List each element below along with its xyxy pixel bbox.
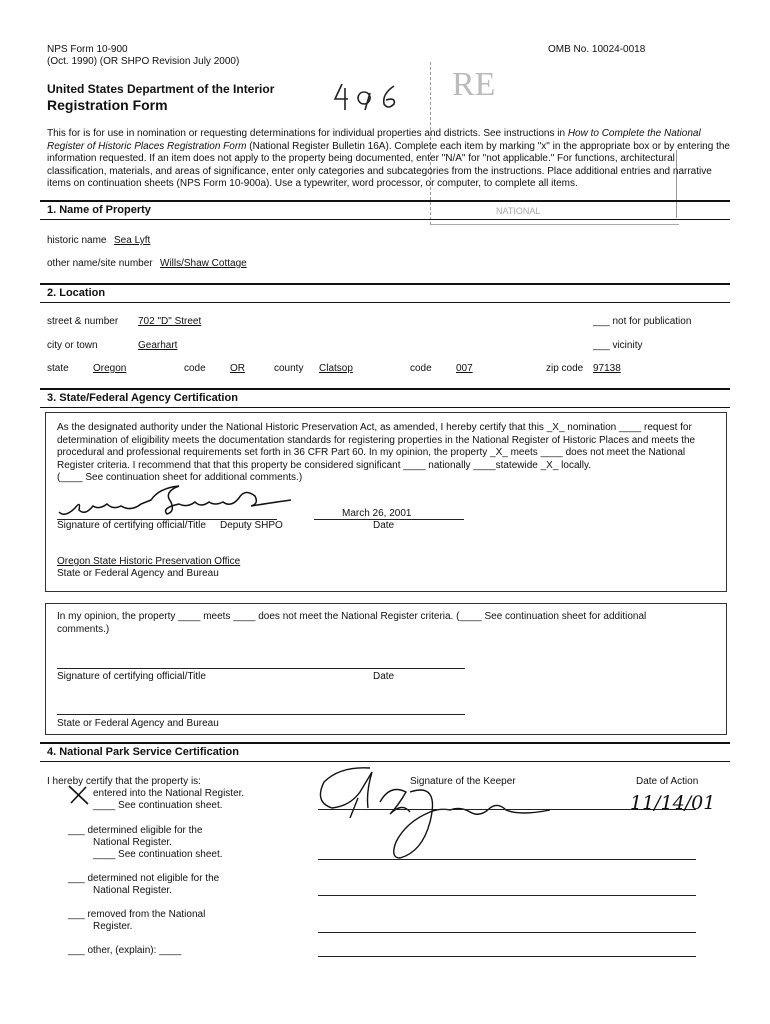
zip-label: zip code: [546, 363, 584, 374]
eligible-option-cont: National Register.: [93, 837, 172, 848]
street-value: 702 "D" Street: [138, 316, 202, 327]
section-3-rule: [40, 388, 730, 390]
historic-name-label: historic name: [47, 235, 107, 246]
agency-value: Oregon State Historic Preservation Office: [57, 556, 241, 567]
shpo-signature: [55, 482, 305, 522]
entered-option: entered into the National Register.: [93, 788, 245, 799]
signature-line-2: [57, 668, 465, 669]
vicinity: ___ vicinity: [593, 340, 643, 351]
signature-label-2: Signature of certifying official/Title: [57, 671, 206, 682]
stamp-text: RE: [452, 66, 496, 103]
section-2-title: 2. Location: [47, 287, 106, 299]
department-name: United States Department of the Interior: [47, 82, 275, 96]
section-2-rule: [40, 283, 730, 285]
date-label-1: Date: [373, 520, 395, 531]
county-label: county: [274, 363, 304, 374]
section-4-rule: [40, 742, 730, 744]
section-1-underline: [40, 219, 730, 220]
section-1-rule: [40, 200, 730, 202]
other-option: ___ other, (explain): ____: [68, 945, 182, 956]
state-label: state: [47, 363, 69, 374]
not-eligible-option-cont: National Register.: [93, 885, 172, 896]
omb-number: OMB No. 10024-0018: [548, 44, 646, 55]
keeper-signature: [310, 762, 570, 862]
other-name-value: Wills/Shaw Cottage: [160, 258, 247, 269]
certification-date: March 26, 2001: [342, 508, 412, 519]
agency-line-2: [57, 714, 465, 715]
county-value: Clatsop: [319, 363, 353, 374]
see-continuation-1: ____ See continuation sheet.: [93, 800, 223, 811]
keeper-line-2: [318, 859, 696, 860]
signature-title: Deputy SHPO: [220, 520, 283, 531]
section-1-title: 1. Name of Property: [47, 204, 151, 216]
section-3-title: 3. State/Federal Agency Certification: [47, 392, 238, 404]
section-2-underline: [40, 302, 730, 303]
state-value: Oregon: [93, 363, 127, 374]
not-for-publication: ___ not for publication: [593, 316, 692, 327]
removed-option-cont: Register.: [93, 921, 133, 932]
eligible-option: ___ determined eligible for the: [68, 825, 203, 836]
removed-option: ___ removed from the National: [68, 909, 206, 920]
city-label: city or town: [47, 340, 98, 351]
street-label: street & number: [47, 316, 119, 327]
not-eligible-option: ___ determined not eligible for the: [68, 873, 220, 884]
state-code-value: OR: [230, 363, 245, 374]
signature-label-1: Signature of certifying official/Title: [57, 520, 206, 531]
state-code-label: code: [184, 363, 206, 374]
see-continuation-2: ____ See continuation sheet.: [93, 849, 223, 860]
county-code-value: 007: [456, 363, 473, 374]
opinion-text: In my opinion, the property ____ meets ____ does not meet the National Register criteria. (____ See continuation sheet for additional comments.): [57, 611, 647, 635]
date-of-action-label: Date of Action: [636, 776, 699, 787]
keeper-line-5: [318, 956, 696, 957]
date-of-action-value: 11/14/01: [630, 792, 716, 814]
section-4-title: 4. National Park Service Certification: [47, 746, 239, 758]
keeper-line-3: [318, 895, 696, 896]
agency-label: State or Federal Agency and Bureau: [57, 568, 219, 579]
date-label-2: Date: [373, 671, 395, 682]
certify-statement: I hereby certify that the property is:: [47, 776, 201, 787]
section-3-underline: [40, 407, 730, 408]
historic-name-value: Sea Lyft: [114, 235, 151, 246]
form-title: Registration Form: [47, 97, 168, 113]
county-code-label: code: [410, 363, 432, 374]
agency-label-2: State or Federal Agency and Bureau: [57, 718, 219, 729]
stamp-sub: NATIONAL: [496, 206, 541, 216]
handwritten-number-496: [332, 80, 404, 112]
instructions-paragraph: This for is for use in nomination or requesting determinations for individual properties and districts. See instructions in How to Complete the National Register of Historic Places Registration Form (National Register Bulletin 16A). Complete each item by marking "x" in the appropriate box or by entering the information requested. If an item does not apply to the property being documented, enter "N/A" for "not applicable." For functions, architectural classification, materials, and areas of significance, enter only categories and subcategories from the instructions. Place additional entries and narrative items on continuation sheets (NPS Form 10-900a). Use a typewriter, word processor, or computer, to complete all items.: [47, 128, 730, 189]
other-name-label: other name/site number: [47, 258, 153, 269]
keeper-label: Signature of the Keeper: [410, 776, 516, 787]
city-value: Gearhart: [138, 340, 178, 351]
keeper-line-4: [318, 932, 696, 933]
continuation-note: (____ See continuation sheet for additional comments.): [57, 472, 303, 483]
entered-x-mark: [66, 784, 92, 806]
zip-value: 97138: [593, 363, 621, 374]
form-number: NPS Form 10-900: [47, 44, 128, 55]
certification-text: As the designated authority under the National Historic Preservation Act, as amended, I hereby certify that this _X_ nomination ____ request for determination of eligibility meets the documentation standards for registering properties in the National Register of Historic Places and meets the procedural and professional requirements set forth in 36 CFR Part 60. In my opinion, the property _X_ meets ____ does not meet the National Register criteria. I recommend that that this property be considered significant ____ nationally ____statewide _X_ locally.: [57, 422, 696, 471]
form-revision: (Oct. 1990) (OR SHPO Revision July 2000): [47, 56, 240, 67]
